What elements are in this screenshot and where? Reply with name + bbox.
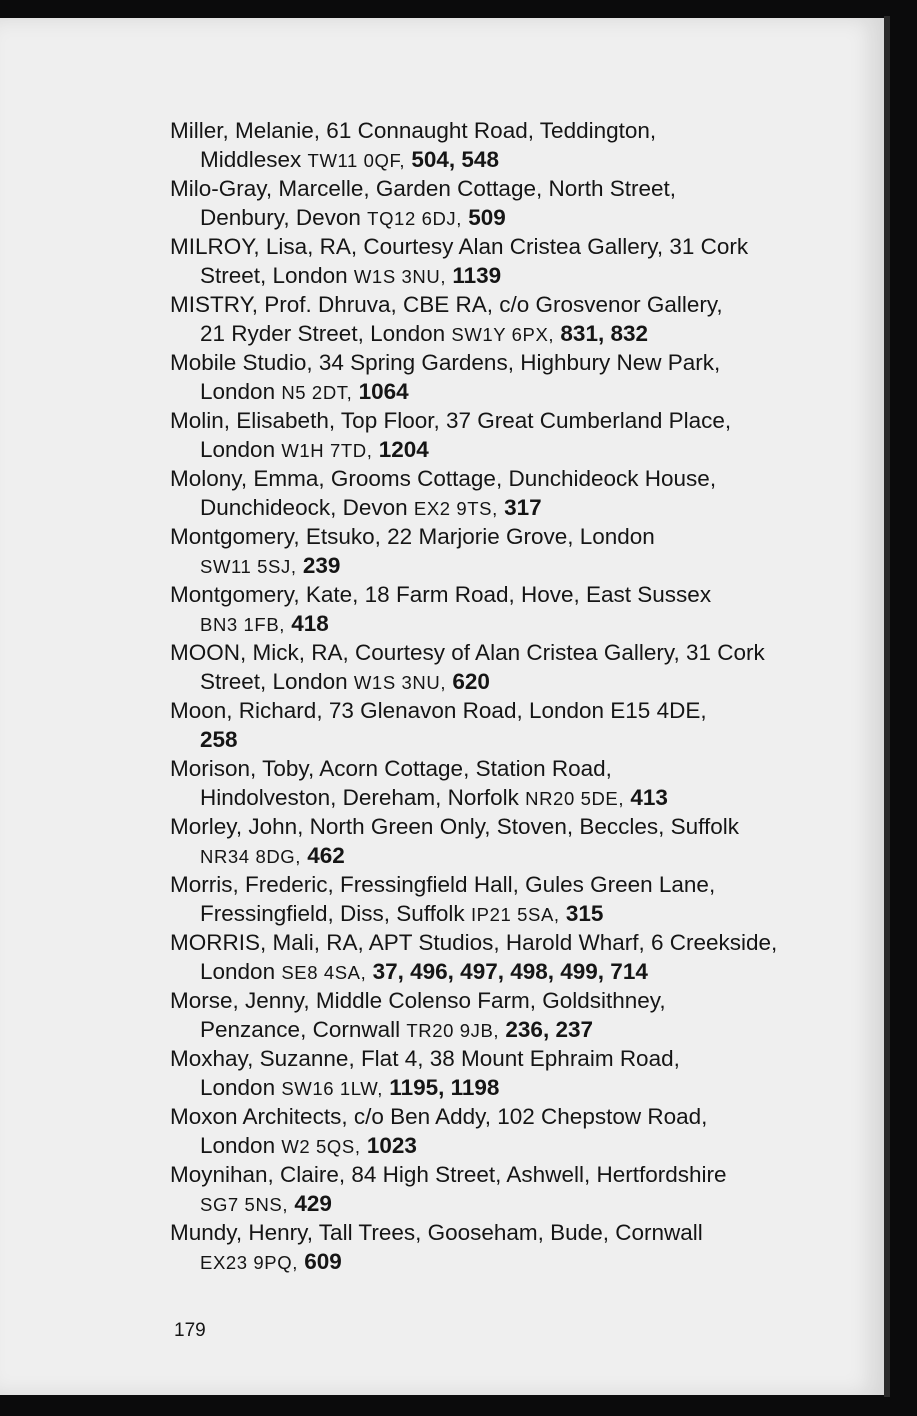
- postcode: NR20 5DE,: [525, 788, 625, 809]
- index-entry: [170, 348, 810, 406]
- entry-line-1: Molony, Emma, Grooms Cottage, Dunchideock House,: [170, 466, 717, 491]
- page-refs: 462: [301, 843, 345, 868]
- page-refs: 509: [462, 205, 506, 230]
- entry-line-2: Street, London W1S 3NU, 620: [200, 669, 490, 694]
- index-entry: [170, 522, 810, 580]
- page-refs: 317: [497, 495, 542, 520]
- entry-line-1: Morley, John, North Green Only, Stoven, Beccles, Suffolk: [170, 814, 740, 839]
- entry-line-2: Street, London W1S 3NU, 1139: [200, 263, 502, 288]
- entry-line-1: Milo-Gray, Marcelle, Garden Cottage, North Street,: [170, 176, 677, 201]
- page-number: 179: [174, 1320, 206, 1341]
- entry-line-1: Miller, Melanie, 61 Connaught Road, Teddington,: [170, 118, 657, 143]
- entry-line-2: Hindolveston, Dereham, Norfolk NR20 5DE, 413: [200, 785, 668, 810]
- entry-line-1: Moxhay, Suzanne, Flat 4, 38 Mount Ephraim Road,: [170, 1046, 680, 1071]
- page-refs: 1139: [446, 263, 502, 288]
- entry-line-1: Molin, Elisabeth, Top Floor, 37 Great Cumberland Place,: [170, 408, 732, 433]
- page-refs: 258: [200, 727, 238, 752]
- page-refs: 418: [285, 611, 329, 636]
- page-edge: [884, 16, 890, 1397]
- index-entry: [170, 638, 810, 696]
- index-entry: [170, 406, 810, 464]
- page-refs: 239: [296, 553, 341, 578]
- entry-line-1: MILROY, Lisa, RA, Courtesy Alan Cristea Gallery, 31 Cork: [170, 234, 749, 259]
- index-entry: [170, 116, 810, 174]
- index-entry: [170, 986, 810, 1044]
- postcode: TR20 9JB,: [406, 1020, 500, 1041]
- postcode: IP21 5SA,: [470, 904, 560, 925]
- entry-line-2: [170, 841, 810, 870]
- entry-line-1: Moynihan, Claire, 84 High Street, Ashwell, Hertfordshire: [170, 1162, 727, 1187]
- postcode: N5 2DT,: [281, 382, 353, 403]
- index-entry: [170, 928, 810, 986]
- page-refs: 1064: [352, 379, 409, 404]
- index-entries: [170, 116, 810, 1276]
- entry-line-2: [170, 609, 810, 638]
- entry-line-2: Denbury, Devon TQ12 6DJ, 509: [200, 205, 506, 230]
- page-refs: 1023: [360, 1133, 417, 1158]
- postcode: SW11 5SJ,: [200, 556, 297, 577]
- entry-line-2: London W2 5QS, 1023: [200, 1133, 417, 1158]
- index-entry: [170, 1218, 810, 1276]
- page-refs: 315: [559, 901, 604, 926]
- postcode: W1S 3NU,: [353, 266, 447, 287]
- page-refs: 831, 832: [554, 321, 649, 346]
- page-refs: 236, 237: [499, 1017, 593, 1042]
- postcode: TQ12 6DJ,: [367, 208, 463, 229]
- entry-line-2: London SE8 4SA, 37, 496, 497, 498, 499, 714: [200, 959, 648, 984]
- entry-line-1: MOON, Mick, RA, Courtesy of Alan Cristea Gallery, 31 Cork: [170, 640, 765, 665]
- postcode: BN3 1FB,: [200, 614, 285, 635]
- postcode: SE8 4SA,: [281, 962, 367, 983]
- entry-line-2: London N5 2DT, 1064: [200, 379, 409, 404]
- page-refs: 413: [624, 785, 668, 810]
- entry-line-2: 21 Ryder Street, London SW1Y 6PX, 831, 832: [200, 321, 649, 346]
- entry-line-1: Mobile Studio, 34 Spring Gardens, Highbury New Park,: [170, 350, 721, 375]
- entry-line-1: Morison, Toby, Acorn Cottage, Station Road,: [170, 756, 612, 781]
- entry-line-1: Morse, Jenny, Middle Colenso Farm, Goldsithney,: [170, 988, 666, 1013]
- book-page: [0, 18, 884, 1395]
- postcode: SG7 5NS,: [200, 1194, 289, 1215]
- entry-line-2: [170, 551, 810, 580]
- entry-line-1: Montgomery, Kate, 18 Farm Road, Hove, East Sussex: [170, 582, 712, 607]
- index-entry: [170, 232, 810, 290]
- entry-line-1: Mundy, Henry, Tall Trees, Gooseham, Bude, Cornwall: [170, 1220, 703, 1245]
- index-entry: [170, 174, 810, 232]
- page-refs: 504, 548: [405, 147, 499, 172]
- postcode: SW16 1LW,: [281, 1078, 384, 1099]
- entry-line-2: Dunchideock, Devon EX2 9TS, 317: [200, 495, 542, 520]
- index-entry: [170, 1044, 810, 1102]
- entry-line-1: Moon, Richard, 73 Glenavon Road, London E15 4DE,: [170, 698, 707, 723]
- page-refs: 609: [297, 1249, 342, 1274]
- page-refs: 620: [446, 669, 490, 694]
- page-refs: 1195, 1198: [383, 1075, 500, 1100]
- entry-line-2: [170, 1189, 810, 1218]
- entry-line-1: Moxon Architects, c/o Ben Addy, 102 Chepstow Road,: [170, 1104, 708, 1129]
- index-entry: [170, 754, 810, 812]
- index-entry: [170, 580, 810, 638]
- index-entry: [170, 870, 810, 928]
- postcode: EX23 9PQ,: [200, 1252, 298, 1273]
- postcode: W2 5QS,: [281, 1136, 361, 1157]
- index-entry: [170, 696, 810, 754]
- page-refs: 429: [288, 1191, 332, 1216]
- entry-line-2: London SW16 1LW, 1195, 1198: [200, 1075, 500, 1100]
- postcode: TW11 0QF,: [307, 150, 406, 171]
- index-entry: [170, 1160, 810, 1218]
- index-entry: [170, 290, 810, 348]
- entry-line-2: [170, 1247, 810, 1276]
- postcode: W1S 3NU,: [353, 672, 447, 693]
- postcode: EX2 9TS,: [413, 498, 498, 519]
- entry-line-2: [170, 725, 810, 754]
- postcode: NR34 8DG,: [200, 846, 302, 867]
- page-refs: 37, 496, 497, 498, 499, 714: [366, 959, 648, 984]
- entry-line-2: London W1H 7TD, 1204: [200, 437, 429, 462]
- entry-line-2: Middlesex TW11 0QF, 504, 548: [200, 147, 499, 172]
- index-entry: [170, 1102, 810, 1160]
- entry-line-1: Morris, Frederic, Fressingfield Hall, Gules Green Lane,: [170, 872, 716, 897]
- entry-line-1: Montgomery, Etsuko, 22 Marjorie Grove, London: [170, 524, 655, 549]
- postcode: W1H 7TD,: [281, 440, 373, 461]
- entry-line-1: MISTRY, Prof. Dhruva, CBE RA, c/o Grosvenor Gallery,: [170, 292, 723, 317]
- entry-line-2: Penzance, Cornwall TR20 9JB, 236, 237: [200, 1017, 593, 1042]
- entry-line-1: MORRIS, Mali, RA, APT Studios, Harold Wharf, 6 Creekside,: [170, 930, 778, 955]
- postcode: SW1Y 6PX,: [451, 324, 555, 345]
- entry-line-2: Fressingfield, Diss, Suffolk IP21 5SA, 315: [200, 901, 604, 926]
- index-entry: [170, 812, 810, 870]
- page-refs: 1204: [372, 437, 429, 462]
- index-entry: [170, 464, 810, 522]
